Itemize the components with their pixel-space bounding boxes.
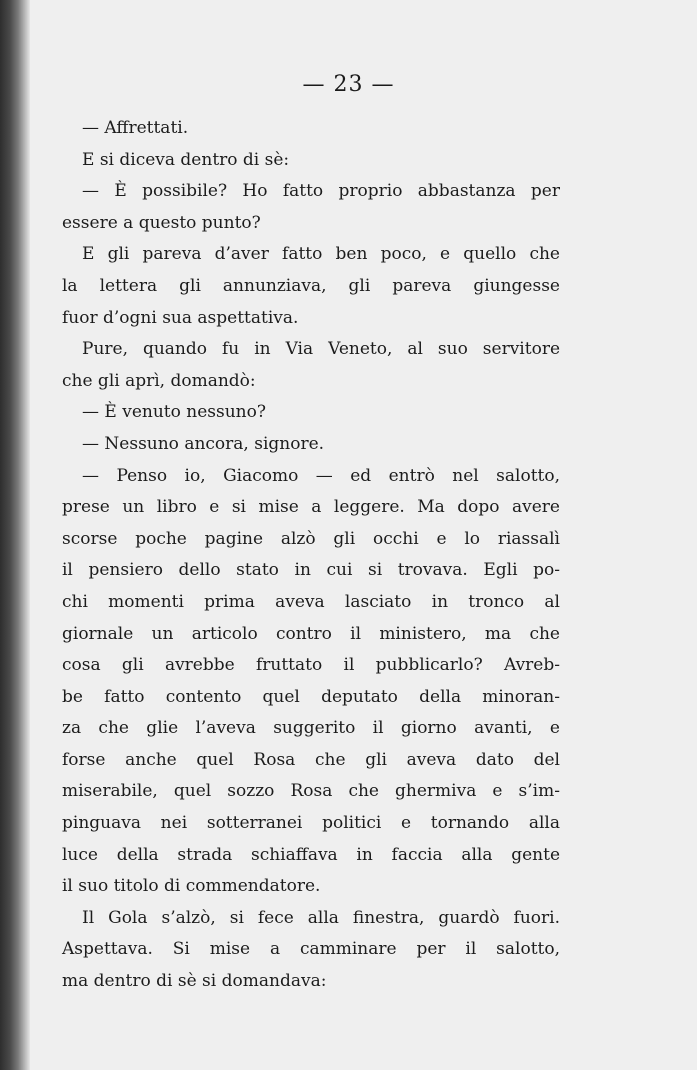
text-line: prese un libro e si mise a leggere. Ma dopo avere [62,497,560,518]
text-line: pinguava nei sotterranei politici e tornando alla [62,813,560,834]
text-line: — È venuto nessuno? [82,402,266,423]
text-line: Pure, quando fu in Via Veneto, al suo servitore [82,339,560,360]
text-line: Il Gola s’alzò, si fece alla finestra, guardò fuori. [82,907,560,928]
text-line: giornale un articolo contro il ministero, ma che [62,623,560,644]
text-line: il suo titolo di commendatore. [62,876,321,897]
text-line: ma dentro di sè si domandava: [62,971,327,992]
text-line: E si diceva dentro di sè: [82,149,290,170]
text-line: — Penso io, Giacomo — ed entrò nel salotto, [82,465,560,486]
text-line: essere a questo punto? [62,212,261,233]
text-line: — È possibile? Ho fatto proprio abbastanza per [82,181,560,202]
text-line: — Nessuno ancora, signore. [82,433,325,454]
page-number: — 23 — [302,72,395,97]
text-line: E gli pareva d’aver fatto ben poco, e quello che [82,244,560,265]
text-line: cosa gli avrebbe fruttato il pubblicarlo? Avreb- [62,655,560,676]
text-line: forse anche quel Rosa che gli aveva dato del [62,749,560,770]
text-line: miserabile, quel sozzo Rosa che ghermiva e s’im- [62,781,560,802]
text-line: la lettera gli annunziava, gli pareva giungesse [62,275,560,296]
text-line: fuor d’ogni sua aspettativa. [62,307,299,328]
text-line: — Affrettati. [82,118,189,138]
text-line: il pensiero dello stato in cui si trovava. Egli po- [62,560,560,581]
text-line: za che glie l’aveva suggerito il giorno avanti, e [62,718,560,739]
text-line: Aspettava. Si mise a camminare per il salotto, [62,939,560,960]
text-line: be fatto contento quel deputato della minoran- [62,686,560,707]
text-line: chi momenti prima aveva lasciato in tronco al [62,591,560,612]
text-line: scorse poche pagine alzò gli occhi e lo riassalì [62,528,560,549]
book-spine-shadow [0,0,30,1070]
text-line: luce della strada schiaffava in faccia alla gente [62,844,560,865]
text-line: che gli aprì, domandò: [62,370,256,391]
body-text [62,113,560,998]
